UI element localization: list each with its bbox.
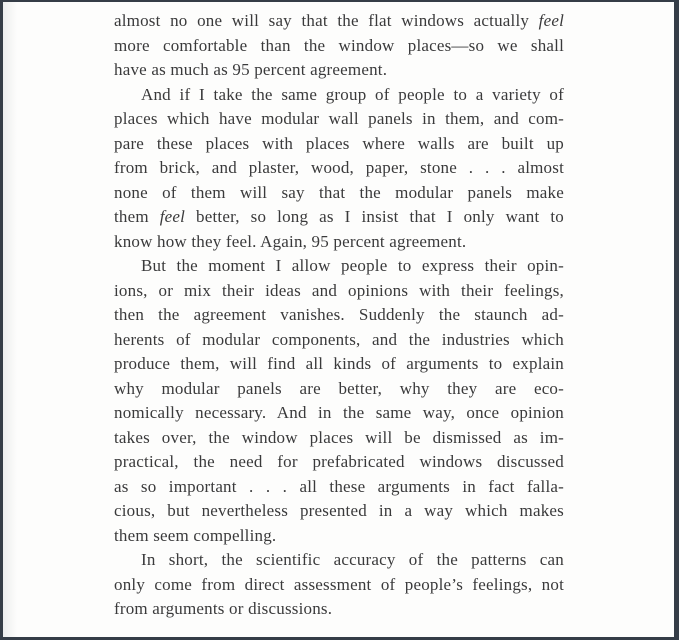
page-text: [114, 9, 564, 622]
text-line: But the moment I allow people to express their opin-: [141, 256, 564, 275]
text-line: only come from direct assessment of people’s feelings, not: [114, 574, 564, 594]
text-line: them feel better, so long as I insist that I only want to: [114, 207, 564, 226]
text-line: ions, or mix their ideas and opinions with their feelings,: [114, 280, 564, 300]
scan-border-top: [0, 0, 679, 2]
text-line: And if I take the same group of people to a variety of: [141, 84, 564, 104]
text-line: why modular panels are better, why they are eco-: [114, 378, 564, 398]
text-line: from brick, and plaster, wood, paper, stone . . . almost: [114, 158, 564, 177]
text-line: then the agreement vanishes. Suddenly the staunch ad-: [114, 305, 564, 324]
italic-text: feel: [159, 207, 186, 226]
text-line: none of them will say that the modular panels make: [114, 182, 564, 202]
text-line: places which have modular wall panels in them, and com-: [114, 109, 564, 128]
text-line: herents of modular components, and the industries which: [114, 329, 564, 349]
text-line: as so important . . . all these arguments in fact falla-: [114, 476, 564, 496]
text-line: from arguments or discussions.: [114, 599, 333, 618]
scan-border-right: [674, 0, 679, 640]
text-line: takes over, the window places will be dismissed as im-: [114, 427, 564, 447]
italic-text: feel: [538, 11, 564, 30]
text-line: practical, the need for prefabricated windows discussed: [114, 452, 564, 471]
text-line: them seem compelling.: [114, 525, 277, 545]
scan-border-left: [0, 0, 3, 640]
text-line: In short, the scientific accuracy of the patterns can: [141, 550, 564, 569]
text-line: have as much as 95 percent agreement.: [114, 60, 388, 79]
text-line: almost no one will say that the flat windows actually feel: [114, 11, 564, 30]
text-line: pare these places with places where walls are built up: [114, 133, 564, 153]
text-line: more comfortable than the window places—so we shall: [114, 35, 564, 55]
scan-gutter-shade: [3, 0, 17, 640]
text-line: nomically necessary. And in the same way, once opinion: [114, 403, 564, 422]
text-line: know how they feel. Again, 95 percent agreement.: [114, 231, 467, 251]
text-line: cious, but nevertheless presented in a way which makes: [114, 501, 564, 520]
text-line: produce them, will find all kinds of arguments to explain: [114, 354, 564, 373]
